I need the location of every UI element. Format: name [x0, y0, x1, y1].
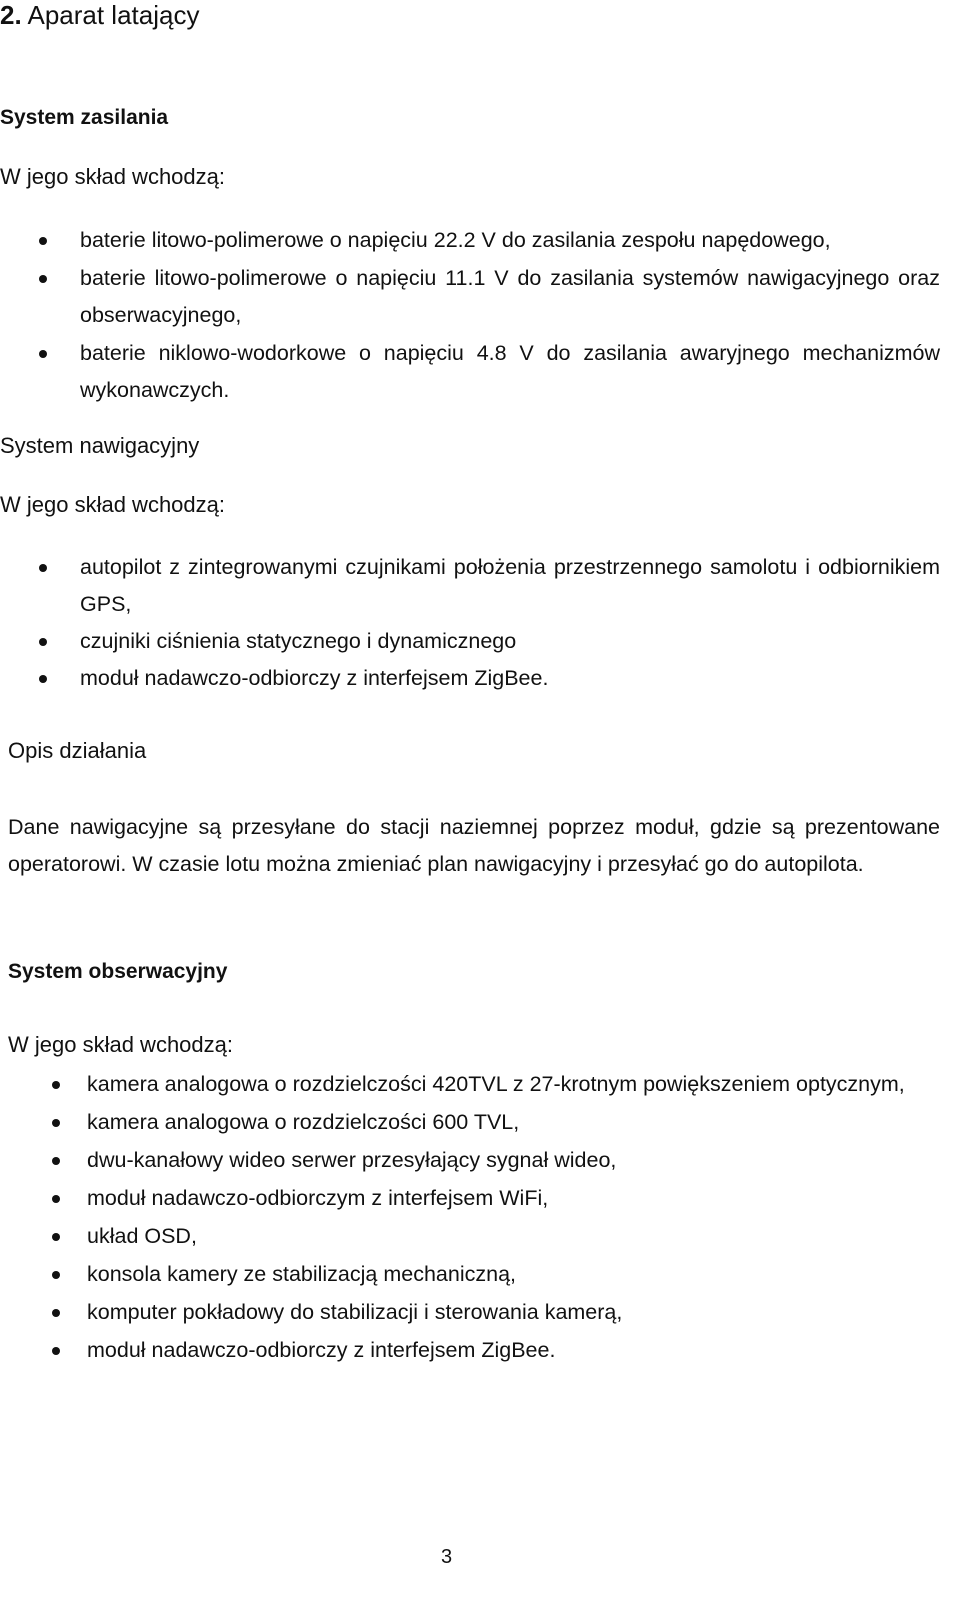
observation-system-intro: W jego skład wchodzą: — [8, 1032, 233, 1057]
observation-system-heading: System obserwacyjny — [8, 960, 228, 983]
operation-heading: Opis działania — [8, 738, 147, 763]
navigation-system-intro: W jego skład wchodzą: — [0, 492, 225, 517]
list-item: baterie litowo-polimerowe o napięciu 11.1 V do zasilania systemów nawigacyjnego oraz obserwacyjnego, — [80, 260, 940, 334]
list-item: kamera analogowa o rozdzielczości 420TVL z 27-krotnym powiększeniem optycznym, — [87, 1066, 940, 1103]
list-item: moduł nadawczo-odbiorczym z interfejsem WiFi, — [87, 1180, 940, 1217]
power-system-heading: System zasilania — [0, 106, 169, 129]
list-item: moduł nadawczo-odbiorczy z interfejsem ZigBee. — [80, 660, 940, 697]
list-item: kamera analogowa o rozdzielczości 600 TVL, — [87, 1104, 940, 1141]
chapter-name: Aparat latający — [27, 0, 200, 30]
operation-paragraph: Dane nawigacyjne są przesyłane do stacji naziemnej poprzez moduł, gdzie są prezentowane operatorowi. W czasie lotu można zmieniać plan nawigacyjny i przesyłać go do autopilota. — [8, 815, 940, 876]
list-item: komputer pokładowy do stabilizacji i sterowania kamerą, — [87, 1294, 940, 1331]
list-item: baterie litowo-polimerowe o napięciu 22.2 V do zasilania zespołu napędowego, — [80, 222, 940, 259]
list-item: autopilot z zintegrowanymi czujnikami położenia przestrzennego samolotu i odbiornikiem GPS, — [80, 549, 940, 623]
list-item: baterie niklowo-wodorkowe o napięciu 4.8 V do zasilania awaryjnego mechanizmów wykonawczych. — [80, 335, 940, 409]
observation-system-list — [87, 1066, 940, 1370]
power-system-intro: W jego skład wchodzą: — [0, 164, 225, 189]
chapter-title — [0, 0, 199, 31]
power-system-list — [80, 222, 940, 410]
list-item: konsola kamery ze stabilizacją mechaniczną, — [87, 1256, 940, 1293]
page-number: 3 — [441, 1546, 453, 1568]
navigation-system-heading: System nawigacyjny — [0, 433, 200, 458]
navigation-system-list — [80, 549, 940, 697]
list-item: moduł nadawczo-odbiorczy z interfejsem ZigBee. — [87, 1332, 940, 1369]
list-item: czujniki ciśnienia statycznego i dynamicznego — [80, 623, 940, 660]
list-item: układ OSD, — [87, 1218, 940, 1255]
list-item: dwu-kanałowy wideo serwer przesyłający sygnał wideo, — [87, 1142, 940, 1179]
chapter-number: 2. — [0, 0, 22, 30]
